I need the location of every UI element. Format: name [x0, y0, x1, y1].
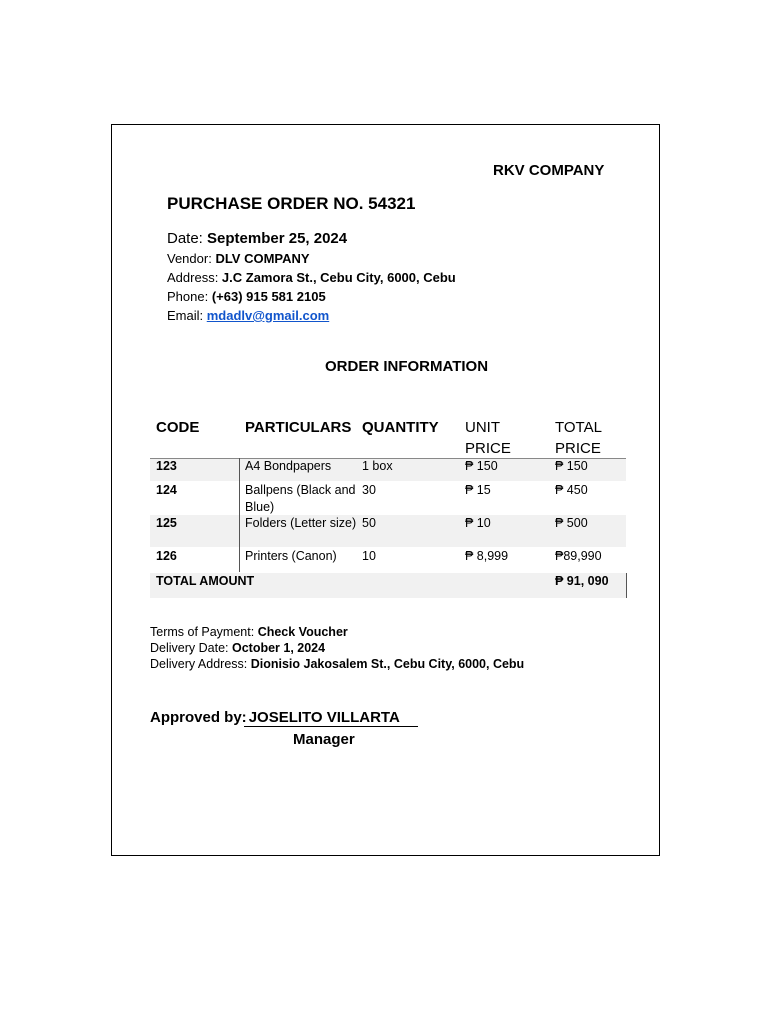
table-row-unit-price: ₱ 150	[465, 459, 498, 473]
approver-title: Manager	[293, 731, 355, 748]
email-line	[167, 308, 329, 323]
table-row-code: 123	[156, 459, 177, 473]
terms-value: Check Voucher	[257, 625, 348, 639]
phone-line	[167, 289, 326, 304]
table-row-total-price: ₱ 150	[555, 459, 588, 473]
phone-label: Phone:	[167, 289, 212, 304]
company-name: RKV COMPANY	[493, 162, 605, 179]
delivery-address-value: Dionisio Jakosalem St., Cebu City, 6000, Cebu	[250, 657, 525, 671]
table-row-total-price: ₱89,990	[555, 549, 602, 563]
table-row-unit-price: ₱ 15	[465, 483, 491, 497]
table-row-quantity: 10	[362, 549, 376, 563]
table-row-quantity: 50	[362, 516, 376, 530]
delivery-date-value: October 1, 2024	[231, 641, 326, 655]
terms-of-payment	[150, 625, 348, 639]
terms-label: Terms of Payment:	[150, 625, 258, 639]
header-total-price-line2: PRICE	[555, 440, 601, 457]
table-row-particulars: A4 Bondpapers	[245, 459, 332, 473]
header-unit-price-line2: PRICE	[465, 440, 511, 457]
table-row-code: 124	[156, 483, 177, 497]
header-unit-price-line1: UNIT	[465, 419, 500, 436]
phone-value: (+63) 915 581 2105	[211, 289, 326, 304]
address-label: Address:	[167, 270, 222, 285]
delivery-date-label: Delivery Date:	[150, 641, 232, 655]
purchase-order-title: PURCHASE ORDER NO. 54321	[167, 194, 416, 213]
date-value: September 25, 2024	[207, 230, 348, 247]
table-row-code: 126	[156, 549, 177, 563]
order-date	[167, 230, 347, 247]
address-line	[167, 270, 456, 285]
total-divider	[626, 573, 627, 598]
approver-name: JOSELITO VILLARTA	[244, 709, 418, 727]
table-row-unit-price: ₱ 10	[465, 516, 491, 530]
table-row-total-price: ₱ 450	[555, 483, 588, 497]
address-value: J.C Zamora St., Cebu City, 6000, Cebu	[221, 270, 456, 285]
vendor-line	[167, 251, 310, 266]
column-divider	[239, 458, 240, 572]
order-information-heading: ORDER INFORMATION	[325, 358, 489, 375]
table-row-particulars: Folders (Letter size)	[245, 516, 357, 530]
approved-by	[150, 709, 418, 727]
table-row-particulars: Ballpens (Black and Blue)	[245, 483, 356, 514]
delivery-address-label: Delivery Address:	[150, 657, 251, 671]
header-quantity: QUANTITY	[362, 419, 439, 436]
table-row-total-price: ₱ 500	[555, 516, 588, 530]
table-row-particulars: Printers (Canon)	[245, 549, 337, 563]
approved-by-label: Approved by:	[150, 709, 247, 726]
total-amount-label: TOTAL AMOUNT	[156, 574, 255, 588]
vendor-value: DLV COMPANY	[215, 251, 310, 266]
header-unit-price	[465, 417, 511, 459]
header-particulars: PARTICULARS	[245, 419, 352, 436]
date-label: Date:	[167, 230, 208, 247]
total-amount-value: ₱ 91, 090	[555, 574, 609, 588]
delivery-date	[150, 641, 325, 655]
table-row-quantity: 30	[362, 483, 376, 497]
delivery-address	[150, 657, 524, 671]
table-row-unit-price: ₱ 8,999	[465, 549, 509, 563]
header-total-price	[555, 417, 602, 459]
header-code: CODE	[156, 419, 200, 436]
vendor-label: Vendor:	[167, 251, 216, 266]
table-row-quantity: 1 box	[362, 459, 393, 473]
email-link[interactable]: mdadlv@gmail.com	[206, 308, 330, 323]
header-total-price-line1: TOTAL	[555, 419, 602, 436]
email-label: Email:	[167, 308, 207, 323]
table-row-code: 125	[156, 516, 177, 530]
